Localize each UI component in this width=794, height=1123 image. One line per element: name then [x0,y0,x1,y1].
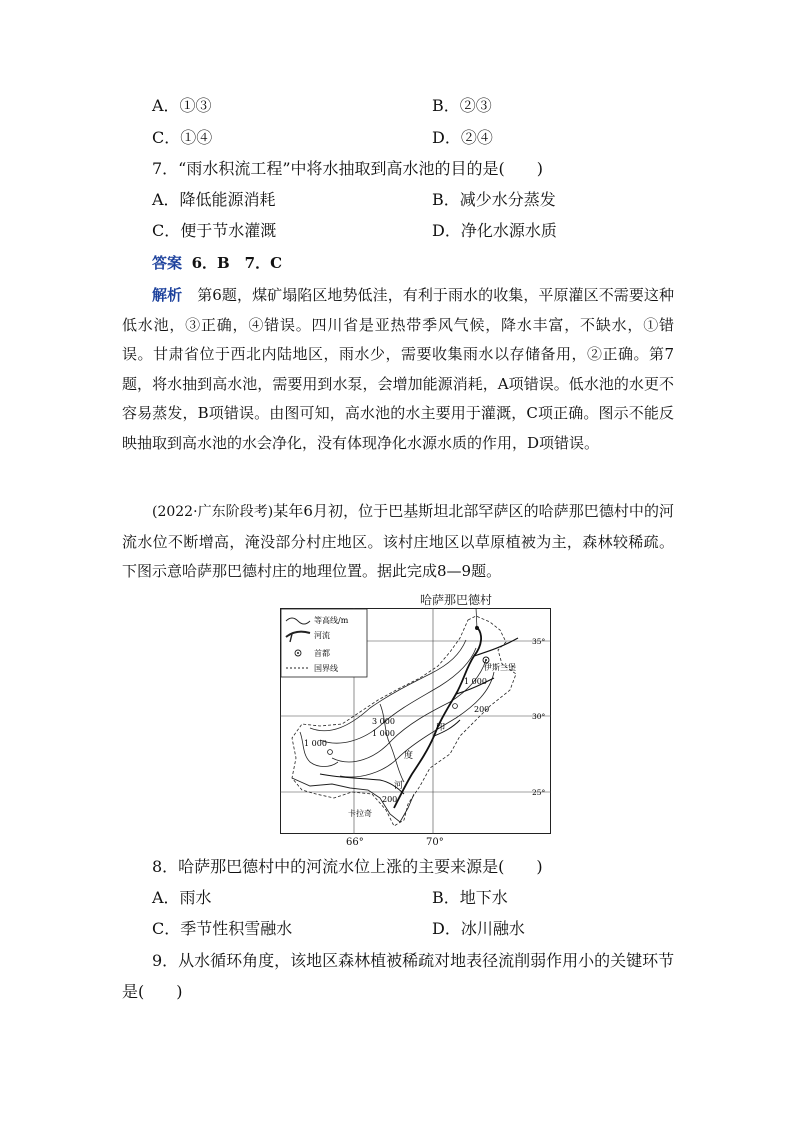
q6-option-c: C．①④ [152,128,213,147]
label-indus-1: 印 [436,723,446,733]
village-leader-line [476,608,477,628]
q8-stem: 8．哈萨那巴德村中的河流水位上涨的主要来源是( ) [152,857,543,876]
lon-label-66: 66° [346,837,364,848]
q8-option-a: A．雨水 [152,888,212,907]
map-svg [280,608,551,834]
q7-stem: 7．“雨水积流工程”中将水抽取到高水池的目的是( ) [152,159,544,178]
q6-option-b: B．②③ [432,96,492,115]
label-indus-2: 度 [404,751,414,761]
q8-option-d: D．冰川融水 [432,919,525,938]
indus-river [394,626,481,808]
city-marker-2 [328,750,333,755]
legend-capital: 首都 [314,649,330,658]
label-elev-200-b: 200 [382,795,398,804]
legend-capital-dot [297,652,299,654]
legend-river: 河流 [314,631,330,640]
map-label-village: 哈萨那巴德村 [420,593,493,607]
city-marker-1 [453,704,458,709]
q7-option-b: B．减少水分蒸发 [432,190,556,209]
analysis-label: 解析 [152,286,183,304]
legend-contour: 等高线/m [314,616,349,625]
q9-stem-line1: 9．从水循环角度，该地区森林植被稀疏对地表径流削弱作用小的关键环节 [152,951,675,970]
q6-option-a: A．①③ [152,96,212,115]
label-elev-3000: 3 000 [372,717,395,726]
analysis-paragraph [122,281,674,491]
q8-option-b: B．地下水 [432,888,508,907]
capital-marker-dot [485,659,487,661]
label-islamabad: 伊斯兰堡 [484,663,516,672]
answer-value: 6．B 7．C [191,254,283,272]
q7-option-d: D．净化水源水质 [432,221,557,240]
intro-paragraph [122,497,674,587]
label-indus-3: 河 [394,781,404,791]
q7-option-a: A．降低能源消耗 [152,190,276,209]
intro-source: (2022·广东阶段考) [152,504,274,520]
label-elev-1000-c: 1 000 [304,739,327,748]
contour-4 [340,672,494,777]
intro-text: 某年6月初，位于巴基斯坦北部罕萨区的哈萨那巴德村中的河流水位不断增高，淹没部分村庄地区。该村庄地区以草原植被为主，森林较稀疏。下图示意哈萨那巴德村庄的地理位置。据此完成8—9题。 [122,502,674,581]
contour-6 [300,732,338,767]
map-figure [280,608,551,834]
label-elev-1000-b: 1 000 [464,677,487,686]
legend-border: 国界线 [314,664,338,673]
answer-label: 答案 [152,254,183,272]
lat-label-25: 25° [532,788,546,797]
answer-line [152,253,282,273]
label-karachi: 卡拉奇 [348,809,372,818]
q8-option-c: C．季节性积雪融水 [152,919,293,938]
q7-option-c: C．便于节水灌溉 [152,221,277,240]
analysis-text: 第6题，煤矿塌陷区地势低洼，有利于雨水的收集，平原灌区不需要这种低水池，③正确，④错误。四川省是亚热带季风气候，降水丰富，不缺水，①错误。甘肃省位于西北内陆地区，雨水少，需要收集雨水以存储备用，②正确。第7题，将水抽到高水池，需要用到水泵，会增加能源消耗，A项错误。低水池的水更不容易蒸发，B项错误。由图可知，高水池的水主要用于灌溉，C项正确。图示不能反映抽取到高水池的水会净化，没有体现净化水源水质的作用，D项错误。 [122,286,674,452]
label-elev-200-a: 200 [474,705,490,714]
lat-label-35: 35° [532,637,546,646]
lon-label-70: 70° [426,837,444,848]
label-elev-1000-a: 1 000 [372,729,395,738]
q9-stem-line2: 是( ) [122,982,183,1001]
lat-label-30: 30° [532,712,546,721]
q6-option-d: D．②④ [432,128,493,147]
